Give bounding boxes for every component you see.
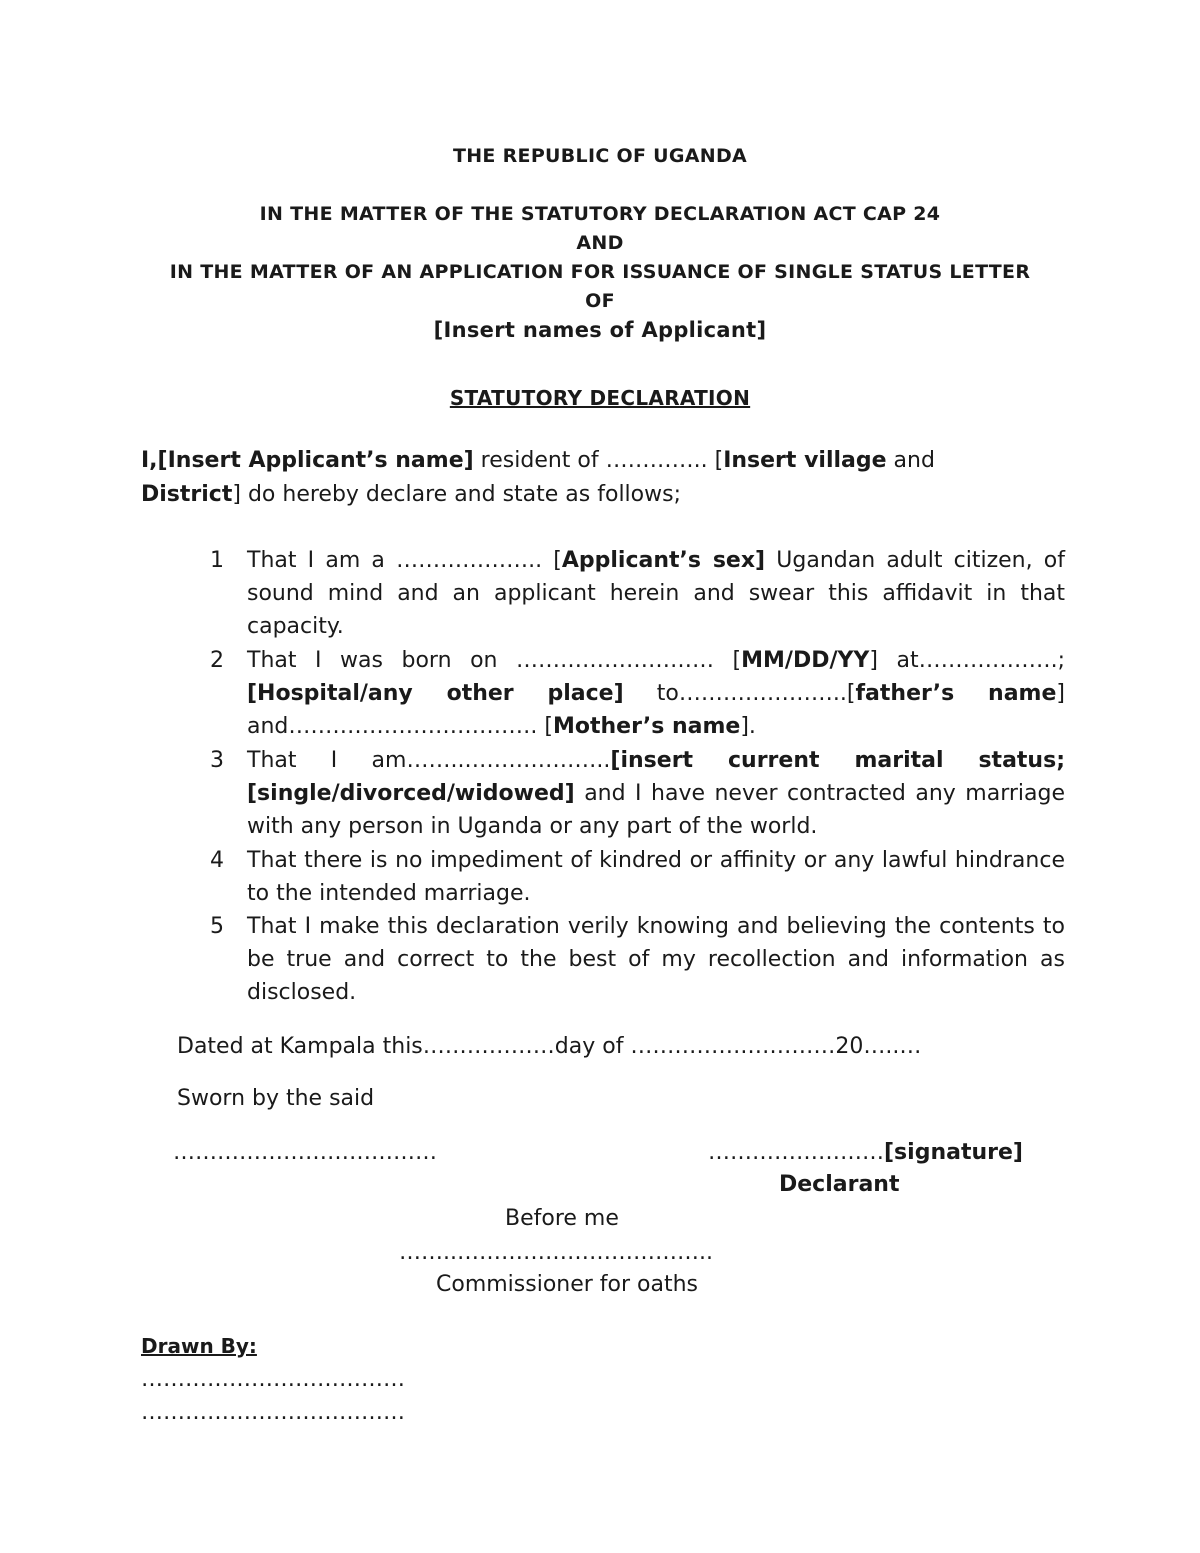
- signature-line: [708, 1136, 1023, 1169]
- dated-line: Dated at Kampala this………………day of …………….…………20…..…: [177, 1034, 922, 1059]
- item-number: 5: [210, 914, 224, 939]
- item-text-bold: father’s name: [855, 681, 1057, 706]
- drawn-by-line-2: ………………………………: [141, 1400, 405, 1425]
- item-text-bold: Applicant’s sex]: [561, 548, 766, 573]
- item-text-pre: That I was born on ……………………… [: [247, 648, 742, 673]
- matter-act-heading: IN THE MATTER OF THE STATUTORY DECLARATION ACT CAP 24: [259, 203, 941, 225]
- item-text-pre: That I am a ……………….. [: [247, 548, 562, 573]
- item-number: 3: [210, 748, 224, 773]
- and-heading: AND: [576, 232, 624, 254]
- item-text-mid: ] at……………….;: [869, 648, 1066, 673]
- intro-i: I,: [141, 448, 158, 473]
- item-text-mid: to…………………..[: [623, 681, 856, 706]
- declarant-label: Declarant: [779, 1172, 900, 1197]
- item-text-post: ].: [740, 714, 756, 739]
- item-text: [247, 644, 1065, 743]
- item-text-bold: [Hospital/any other place]: [247, 681, 624, 706]
- intro-resident: resident of ………….. [: [473, 448, 724, 473]
- intro-rest: ] do hereby declare and state as follows;: [232, 482, 682, 507]
- drawn-by-label: Drawn By:: [141, 1334, 257, 1358]
- intro-village: Insert village: [723, 448, 887, 473]
- item-text-bold: [insert current marital status; [single/divorced/widowed]: [247, 748, 1065, 806]
- item-number: 4: [210, 848, 224, 873]
- item-text-post: and I have never contracted any marriage with any person in Uganda or any part of the world.: [247, 781, 1065, 839]
- item-text: [247, 544, 1065, 643]
- item-text-post: Ugandan adult citizen, of sound mind and an applicant herein and swear this affidavit in that capacity.: [247, 548, 1066, 639]
- intro-paragraph: [141, 444, 1021, 512]
- drawn-by-line-1: ………………………………: [141, 1367, 405, 1392]
- item-number: 1: [210, 548, 224, 573]
- applicant-placeholder: [Insert names of Applicant]: [433, 318, 767, 342]
- item-text-pre: That I am……..………………..: [247, 748, 611, 773]
- signature-label: [signature]: [884, 1140, 1023, 1165]
- item-number: 2: [210, 648, 224, 673]
- item-text: That there is no impediment of kindred or affinity or any lawful hindrance to the intended marriage.: [247, 848, 1065, 906]
- of-heading: OF: [585, 290, 615, 312]
- item-text-mid: ] and……………………………. [: [247, 681, 1065, 739]
- before-me: Before me: [505, 1206, 619, 1231]
- item-text-bold: Mother’s name: [552, 714, 741, 739]
- intro-district: District: [141, 482, 233, 507]
- commissioner-dots: ……..……………………………..: [399, 1240, 713, 1265]
- sworn-line: Sworn by the said: [177, 1086, 375, 1111]
- matter-application-heading: IN THE MATTER OF AN APPLICATION FOR ISSUANCE OF SINGLE STATUS LETTER: [169, 261, 1031, 283]
- item-text: [247, 744, 1065, 843]
- signature-dots: ……………………: [708, 1140, 884, 1165]
- commissioner-label: Commissioner for oaths: [436, 1272, 699, 1297]
- intro-applicant-name: [Insert Applicant’s name]: [157, 448, 474, 473]
- item-text: That I make this declaration verily knowing and believing the contents to be true and correct to the best of my recollection and information as disclosed.: [247, 914, 1065, 1005]
- republic-heading: THE REPUBLIC OF UGANDA: [452, 145, 748, 167]
- sworn-name-dots: ………………………………: [173, 1140, 437, 1165]
- document-title: STATUTORY DECLARATION: [449, 386, 751, 410]
- item-text-bold: MM/DD/YY: [741, 648, 870, 673]
- intro-and: and: [886, 448, 935, 473]
